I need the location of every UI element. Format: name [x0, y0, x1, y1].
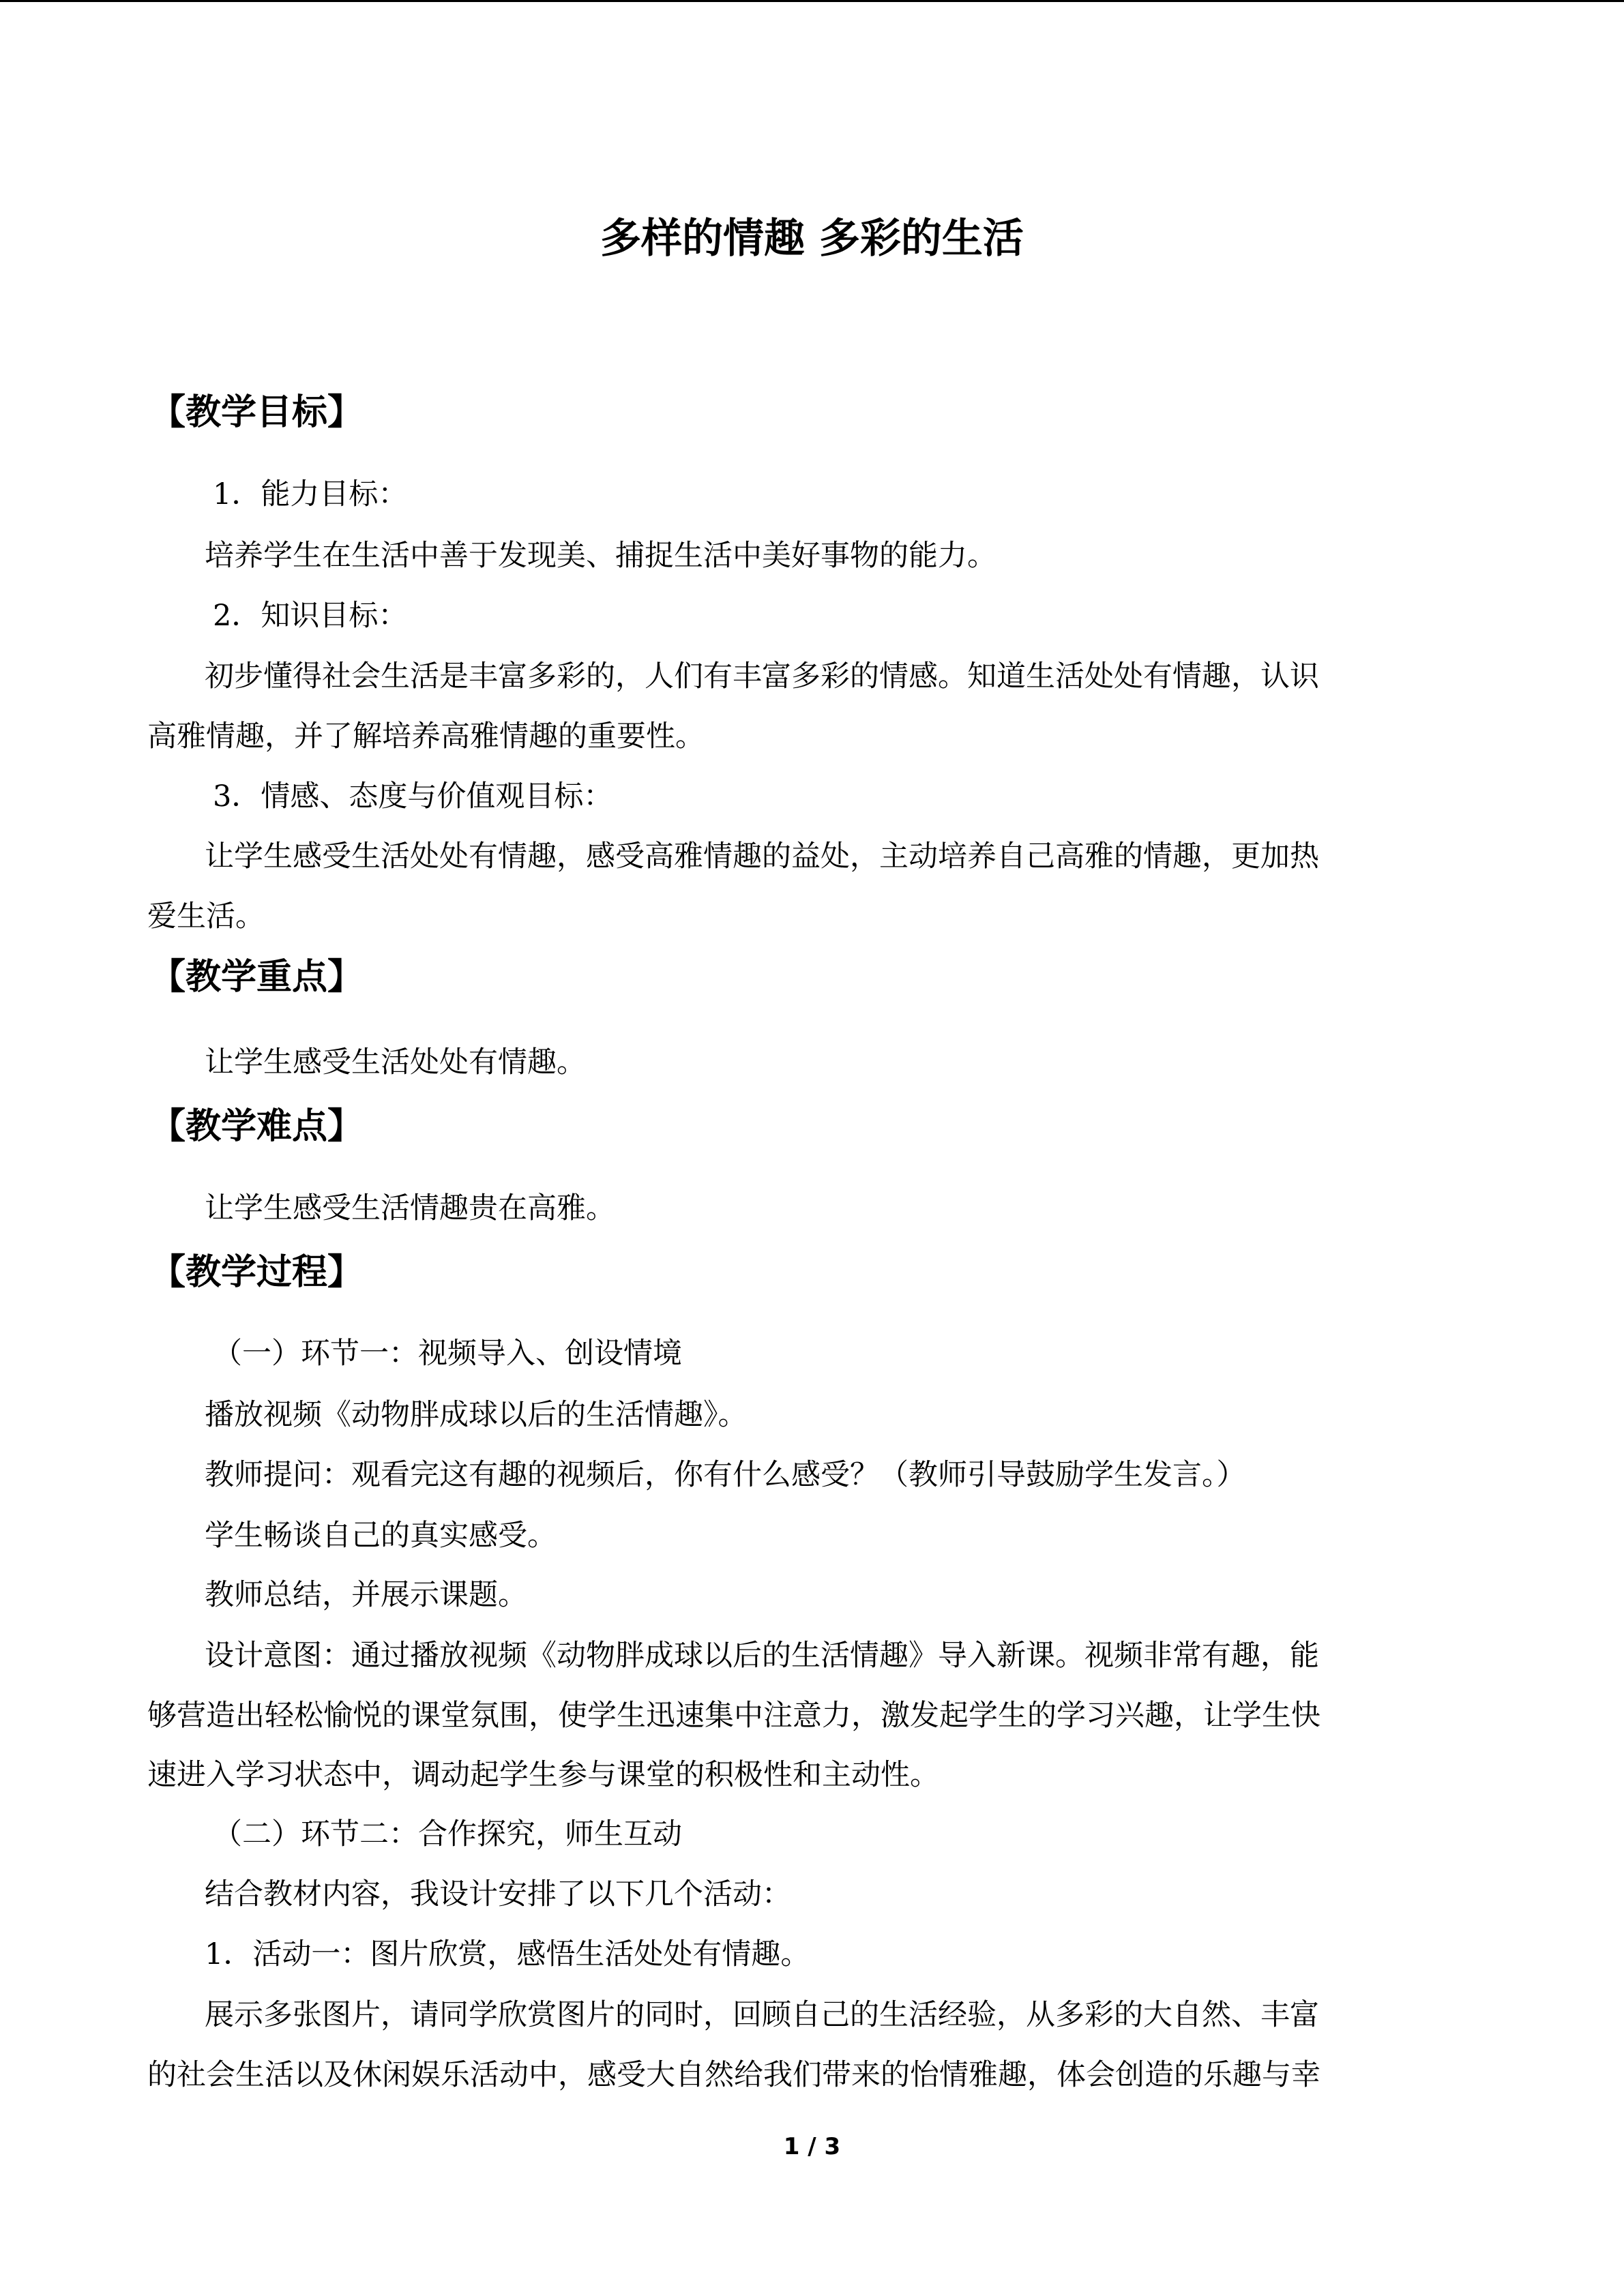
emotion-goal-label: 3．情感、态度与价值观目标： [213, 779, 613, 814]
process-line: 结合教材内容，我设计安排了以下几个活动： [205, 1877, 791, 1911]
ability-goal-label: 1．能力目标： [213, 477, 408, 511]
process-line: 教师提问：观看完这有趣的视频后，你有什么感受？（教师引导鼓励学生发言。） [205, 1458, 1246, 1492]
difficulty-text: 让学生感受生活情趣贵在高雅。 [205, 1191, 615, 1225]
section2-title: （二）环节二：合作探究，师生互动 [213, 1817, 682, 1851]
page-title: 多样的情趣 多彩的生活 [600, 215, 1024, 263]
knowledge-goal-label: 2．知识目标： [213, 599, 408, 633]
process-line: 播放视频《动物胖成球以后的生活情趣》。 [205, 1398, 748, 1432]
activity1-text-2: 的社会生活以及休闲娱乐活动中，感受大自然给我们带来的怡情雅趣，体会创造的乐趣与幸 [147, 2058, 1320, 2092]
emotion-goal-text-2: 爱生活。 [147, 899, 265, 934]
section1-title: （一）环节一：视频导入、创设情境 [213, 1337, 682, 1371]
process-line: 教师总结，并展示课题。 [205, 1578, 527, 1612]
design-intent-line-1: 设计意图：通过播放视频《动物胖成球以后的生活情趣》导入新课。视频非常有趣，能 [205, 1639, 1319, 1673]
design-intent-line-3: 速进入学习状态中，调动起学生参与课堂的积极性和主动性。 [147, 1758, 939, 1792]
activity1-title: 1．活动一：图片欣赏，感悟生活处处有情趣。 [205, 1937, 810, 1971]
knowledge-goal-text-2: 高雅情趣，并了解培养高雅情趣的重要性。 [147, 719, 705, 754]
activity1-text-1: 展示多张图片，请同学欣赏图片的同时，回顾自己的生活经验，从多彩的大自然、丰富 [205, 1998, 1319, 2032]
heading-teaching-goals: 【教学目标】 [150, 392, 364, 433]
heading-teaching-difficulty: 【教学难点】 [150, 1106, 364, 1147]
knowledge-goal-text-1: 初步懂得社会生活是丰富多彩的，人们有丰富多彩的情感。知道生活处处有情趣，认识 [205, 659, 1319, 694]
process-line: 学生畅谈自己的真实感受。 [205, 1519, 557, 1553]
ability-goal-text: 培养学生在生活中善于发现美、捕捉生活中美好事物的能力。 [205, 539, 996, 573]
heading-teaching-key-point: 【教学重点】 [150, 957, 364, 998]
top-border [0, 0, 1624, 2]
emotion-goal-text-1: 让学生感受生活处处有情趣，感受高雅情趣的益处，主动培养自己高雅的情趣，更加热 [205, 839, 1319, 874]
heading-teaching-process: 【教学过程】 [150, 1252, 364, 1293]
key-point-text: 让学生感受生活处处有情趣。 [205, 1045, 586, 1079]
page-number: 1 / 3 [783, 2133, 841, 2160]
design-intent-line-2: 够营造出轻松愉悦的课堂氛围，使学生迅速集中注意力，激发起学生的学习兴趣，让学生快 [147, 1699, 1320, 1733]
